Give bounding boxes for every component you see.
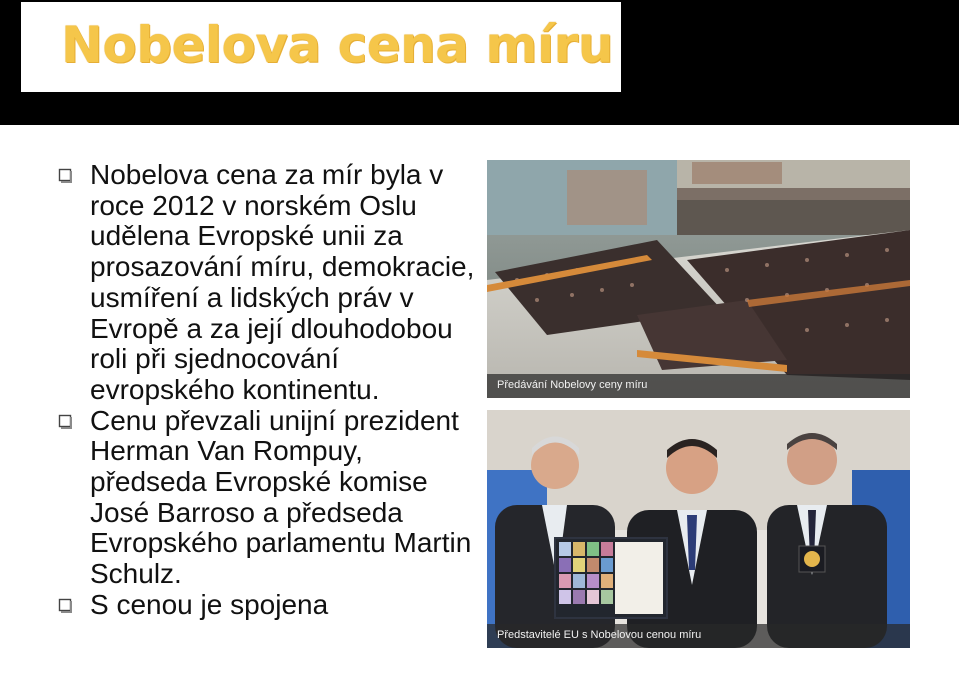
bullet-list — [58, 160, 478, 694]
bullet-item-1 — [58, 160, 478, 406]
photo-caption-bar — [487, 624, 910, 648]
bullet-item-2 — [58, 406, 478, 590]
checkbox-bullet-icon — [58, 168, 73, 183]
bullet-text-3: S cenou je spojena — [90, 588, 329, 620]
photo-caption-bar — [487, 374, 910, 398]
title-box — [21, 2, 621, 92]
eu-leaders-photo — [487, 410, 910, 648]
ceremony-hall-photo — [487, 160, 910, 398]
checkbox-bullet-icon — [58, 598, 73, 613]
eu-leaders-image — [487, 410, 910, 648]
slide-title: Nobelova cena míru — [61, 16, 613, 74]
bullet-text-1: Nobelova cena za mír byla v roce 2012 v norském Oslu udělena Evropské unii za prosazování míru, demokracie, usmíření a lidských práv v Evropě a za její dlouhodobou roli při sjednocování evropského kontinentu. — [90, 160, 475, 405]
photo-caption: Představitelé EU s Nobelovou cenou míru — [497, 629, 702, 641]
photo-caption: Předávání Nobelovy ceny míru — [497, 379, 648, 391]
checkbox-bullet-icon — [58, 414, 73, 429]
bullet-item-3 — [58, 590, 478, 621]
ceremony-hall-image — [487, 160, 910, 398]
bullet-text-2: Cenu převzali unijní prezident Herman Van Rompuy, předseda Evropské komise José Barroso a předseda Evropského parlamentu Martin Schulz. — [90, 404, 472, 590]
